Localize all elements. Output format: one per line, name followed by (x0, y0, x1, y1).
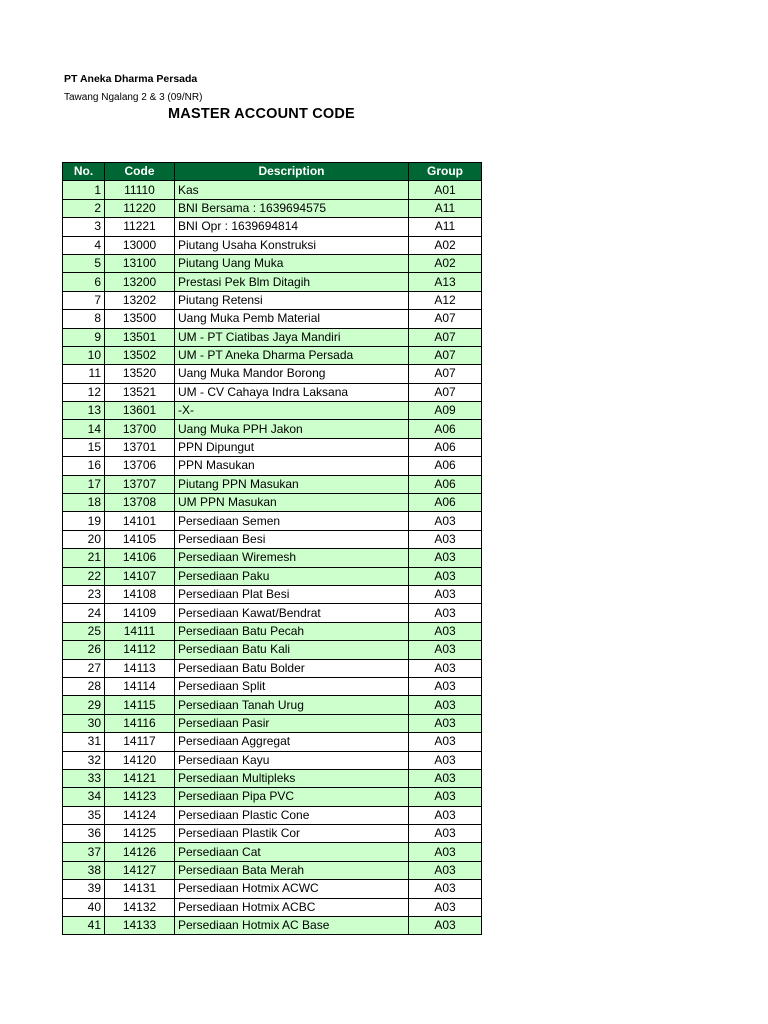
cell-code: 11221 (105, 218, 175, 236)
table-row (63, 604, 482, 622)
cell-code: 14126 (105, 843, 175, 861)
cell-code: 14117 (105, 733, 175, 751)
table-row (63, 181, 482, 199)
cell-description: Persediaan Batu Bolder (175, 659, 409, 677)
cell-no: 14 (63, 420, 105, 438)
cell-description: Persediaan Pipa PVC (175, 788, 409, 806)
cell-group: A03 (409, 861, 482, 879)
cell-group: A03 (409, 677, 482, 695)
cell-code: 13521 (105, 383, 175, 401)
cell-code: 13100 (105, 254, 175, 272)
cell-group: A06 (409, 457, 482, 475)
cell-description: PPN Masukan (175, 457, 409, 475)
table-row (63, 328, 482, 346)
cell-no: 23 (63, 585, 105, 603)
cell-no: 8 (63, 310, 105, 328)
cell-code: 13701 (105, 438, 175, 456)
cell-no: 13 (63, 402, 105, 420)
cell-no: 33 (63, 769, 105, 787)
cell-group: A03 (409, 843, 482, 861)
cell-no: 2 (63, 199, 105, 217)
cell-group: A03 (409, 604, 482, 622)
cell-group: A03 (409, 751, 482, 769)
table-row (63, 494, 482, 512)
table-row (63, 861, 482, 879)
cell-no: 5 (63, 254, 105, 272)
cell-code: 14111 (105, 622, 175, 640)
cell-code: 13502 (105, 346, 175, 364)
table-row (63, 512, 482, 530)
cell-code: 13700 (105, 420, 175, 438)
cell-no: 12 (63, 383, 105, 401)
cell-description: Piutang Retensi (175, 291, 409, 309)
cell-description: Persediaan Paku (175, 567, 409, 585)
cell-no: 35 (63, 806, 105, 824)
cell-group: A07 (409, 346, 482, 364)
cell-description: BNI Opr : 1639694814 (175, 218, 409, 236)
cell-description: Piutang PPN Masukan (175, 475, 409, 493)
cell-description: Persediaan Batu Kali (175, 641, 409, 659)
cell-no: 19 (63, 512, 105, 530)
cell-code: 14107 (105, 567, 175, 585)
cell-description: Persediaan Plat Besi (175, 585, 409, 603)
cell-no: 27 (63, 659, 105, 677)
cell-description: Kas (175, 181, 409, 199)
cell-code: 13708 (105, 494, 175, 512)
cell-no: 21 (63, 549, 105, 567)
column-header-description: Description (175, 163, 409, 181)
table-row (63, 199, 482, 217)
table-row (63, 622, 482, 640)
cell-group: A03 (409, 714, 482, 732)
company-name: PT Aneka Dharma Persada (64, 73, 198, 85)
cell-code: 14124 (105, 806, 175, 824)
table-row (63, 677, 482, 695)
cell-group: A03 (409, 898, 482, 916)
table-row (63, 696, 482, 714)
cell-code: 13706 (105, 457, 175, 475)
cell-code: 14133 (105, 917, 175, 935)
table-row (63, 346, 482, 364)
cell-description: UM - PT Aneka Dharma Persada (175, 346, 409, 364)
cell-group: A03 (409, 567, 482, 585)
table-row (63, 475, 482, 493)
cell-code: 13601 (105, 402, 175, 420)
table-row (63, 383, 482, 401)
cell-description: Persediaan Pasir (175, 714, 409, 732)
cell-code: 13500 (105, 310, 175, 328)
cell-description: Persediaan Kawat/Bendrat (175, 604, 409, 622)
cell-group: A06 (409, 494, 482, 512)
cell-description: UM - PT Ciatibas Jaya Mandiri (175, 328, 409, 346)
cell-code: 14113 (105, 659, 175, 677)
cell-no: 37 (63, 843, 105, 861)
cell-no: 20 (63, 530, 105, 548)
table-row (63, 530, 482, 548)
page-title: MASTER ACCOUNT CODE (168, 106, 355, 122)
cell-no: 6 (63, 273, 105, 291)
cell-description: Persediaan Aggregat (175, 733, 409, 751)
table-row (63, 714, 482, 732)
table-row (63, 291, 482, 309)
cell-code: 13707 (105, 475, 175, 493)
cell-description: Persediaan Split (175, 677, 409, 695)
cell-description: Persediaan Tanah Urug (175, 696, 409, 714)
cell-code: 11220 (105, 199, 175, 217)
cell-no: 31 (63, 733, 105, 751)
cell-group: A03 (409, 530, 482, 548)
cell-no: 16 (63, 457, 105, 475)
table-row (63, 880, 482, 898)
cell-group: A03 (409, 880, 482, 898)
cell-description: PPN Dipungut (175, 438, 409, 456)
cell-code: 13200 (105, 273, 175, 291)
table-row (63, 549, 482, 567)
cell-no: 15 (63, 438, 105, 456)
cell-code: 13202 (105, 291, 175, 309)
cell-no: 4 (63, 236, 105, 254)
cell-code: 14123 (105, 788, 175, 806)
cell-description: Persediaan Plastik Cor (175, 825, 409, 843)
table-row (63, 825, 482, 843)
cell-no: 18 (63, 494, 105, 512)
cell-no: 11 (63, 365, 105, 383)
cell-description: Uang Muka Mandor Borong (175, 365, 409, 383)
cell-group: A02 (409, 254, 482, 272)
cell-group: A11 (409, 218, 482, 236)
cell-group: A12 (409, 291, 482, 309)
cell-no: 29 (63, 696, 105, 714)
cell-group: A03 (409, 696, 482, 714)
cell-description: Persediaan Cat (175, 843, 409, 861)
table-row (63, 769, 482, 787)
table-row (63, 917, 482, 935)
cell-no: 30 (63, 714, 105, 732)
table-body (63, 181, 482, 935)
table-row (63, 733, 482, 751)
cell-no: 39 (63, 880, 105, 898)
cell-group: A06 (409, 438, 482, 456)
cell-description: Persediaan Kayu (175, 751, 409, 769)
cell-group: A07 (409, 383, 482, 401)
column-header-group: Group (409, 163, 482, 181)
cell-group: A06 (409, 420, 482, 438)
table-row (63, 567, 482, 585)
cell-group: A03 (409, 788, 482, 806)
cell-group: A07 (409, 328, 482, 346)
cell-description: Persediaan Hotmix ACWC (175, 880, 409, 898)
cell-no: 22 (63, 567, 105, 585)
cell-code: 14131 (105, 880, 175, 898)
cell-group: A03 (409, 512, 482, 530)
cell-no: 24 (63, 604, 105, 622)
cell-group: A03 (409, 733, 482, 751)
table-row (63, 365, 482, 383)
cell-no: 38 (63, 861, 105, 879)
cell-code: 14112 (105, 641, 175, 659)
table-row (63, 641, 482, 659)
cell-code: 13520 (105, 365, 175, 383)
cell-code: 14101 (105, 512, 175, 530)
project-subtitle: Tawang Ngalang 2 & 3 (09/NR) (64, 92, 203, 103)
cell-group: A06 (409, 475, 482, 493)
cell-description: Persediaan Bata Merah (175, 861, 409, 879)
cell-description: Uang Muka Pemb Material (175, 310, 409, 328)
cell-no: 32 (63, 751, 105, 769)
table-row (63, 254, 482, 272)
table-row (63, 898, 482, 916)
cell-description: Persediaan Hotmix AC Base (175, 917, 409, 935)
table-row (63, 457, 482, 475)
table-row (63, 659, 482, 677)
cell-no: 1 (63, 181, 105, 199)
cell-code: 14125 (105, 825, 175, 843)
cell-group: A07 (409, 310, 482, 328)
cell-no: 9 (63, 328, 105, 346)
cell-description: Piutang Usaha Konstruksi (175, 236, 409, 254)
cell-code: 14116 (105, 714, 175, 732)
table-row (63, 273, 482, 291)
cell-group: A09 (409, 402, 482, 420)
table-row (63, 420, 482, 438)
cell-description: Piutang Uang Muka (175, 254, 409, 272)
cell-group: A11 (409, 199, 482, 217)
cell-no: 28 (63, 677, 105, 695)
cell-code: 14108 (105, 585, 175, 603)
cell-description: Persediaan Besi (175, 530, 409, 548)
cell-group: A13 (409, 273, 482, 291)
cell-code: 14127 (105, 861, 175, 879)
cell-description: Uang Muka PPH Jakon (175, 420, 409, 438)
cell-no: 41 (63, 917, 105, 935)
cell-no: 3 (63, 218, 105, 236)
cell-group: A01 (409, 181, 482, 199)
cell-group: A03 (409, 641, 482, 659)
cell-no: 10 (63, 346, 105, 364)
table-header-row (63, 163, 482, 181)
table-row (63, 585, 482, 603)
cell-group: A07 (409, 365, 482, 383)
table-row (63, 310, 482, 328)
cell-no: 36 (63, 825, 105, 843)
table-row (63, 843, 482, 861)
account-code-table (62, 162, 482, 935)
cell-code: 13000 (105, 236, 175, 254)
cell-description: Persediaan Hotmix ACBC (175, 898, 409, 916)
cell-code: 14115 (105, 696, 175, 714)
table-row (63, 788, 482, 806)
cell-group: A03 (409, 806, 482, 824)
cell-description: -X- (175, 402, 409, 420)
cell-group: A03 (409, 769, 482, 787)
table-row (63, 438, 482, 456)
table-row (63, 236, 482, 254)
cell-no: 7 (63, 291, 105, 309)
cell-group: A03 (409, 585, 482, 603)
cell-group: A03 (409, 549, 482, 567)
cell-description: Persediaan Batu Pecah (175, 622, 409, 640)
cell-code: 14132 (105, 898, 175, 916)
cell-description: Persediaan Wiremesh (175, 549, 409, 567)
cell-no: 34 (63, 788, 105, 806)
cell-code: 14120 (105, 751, 175, 769)
cell-no: 26 (63, 641, 105, 659)
cell-code: 11110 (105, 181, 175, 199)
cell-code: 14109 (105, 604, 175, 622)
cell-description: BNI Bersama : 1639694575 (175, 199, 409, 217)
cell-no: 25 (63, 622, 105, 640)
table-row (63, 751, 482, 769)
cell-no: 17 (63, 475, 105, 493)
cell-group: A03 (409, 917, 482, 935)
cell-group: A03 (409, 659, 482, 677)
cell-code: 14106 (105, 549, 175, 567)
cell-no: 40 (63, 898, 105, 916)
column-header-no: No. (63, 163, 105, 181)
cell-description: UM - CV Cahaya Indra Laksana (175, 383, 409, 401)
column-header-code: Code (105, 163, 175, 181)
table-row (63, 806, 482, 824)
table-row (63, 218, 482, 236)
cell-group: A03 (409, 825, 482, 843)
cell-group: A02 (409, 236, 482, 254)
cell-code: 13501 (105, 328, 175, 346)
cell-group: A03 (409, 622, 482, 640)
cell-code: 14121 (105, 769, 175, 787)
cell-code: 14114 (105, 677, 175, 695)
cell-code: 14105 (105, 530, 175, 548)
cell-description: Persediaan Semen (175, 512, 409, 530)
cell-description: Prestasi Pek Blm Ditagih (175, 273, 409, 291)
cell-description: Persediaan Plastic Cone (175, 806, 409, 824)
cell-description: Persediaan Multipleks (175, 769, 409, 787)
cell-description: UM PPN Masukan (175, 494, 409, 512)
table-row (63, 402, 482, 420)
